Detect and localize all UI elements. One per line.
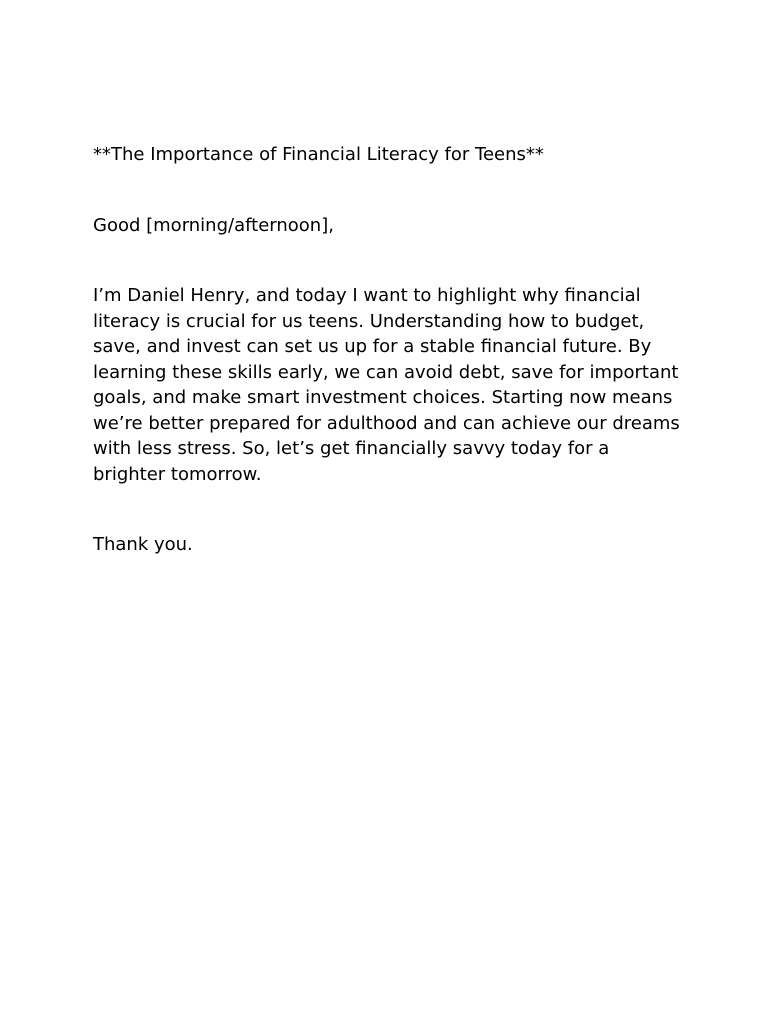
document-content (93, 142, 683, 558)
closing-text: Thank you. (93, 534, 193, 555)
greeting-text: Good [morning/afternoon], (93, 214, 334, 236)
document-title: **The Importance of Financial Literacy for Teens** (93, 144, 544, 165)
body-paragraph: I’m Daniel Henry, and today I want to highlight why financial literacy is crucial for us teens. Understanding how to budget, save, and invest can set us up for a stable financial future. By learning these skills early, we can avoid debt, save for important goals, and make smart investment choices. Starting now means we’re better prepared for adulthood and can achieve our dreams with less stress. So, let’s get financially savvy today for a brighter tomorrow. (93, 285, 680, 485)
